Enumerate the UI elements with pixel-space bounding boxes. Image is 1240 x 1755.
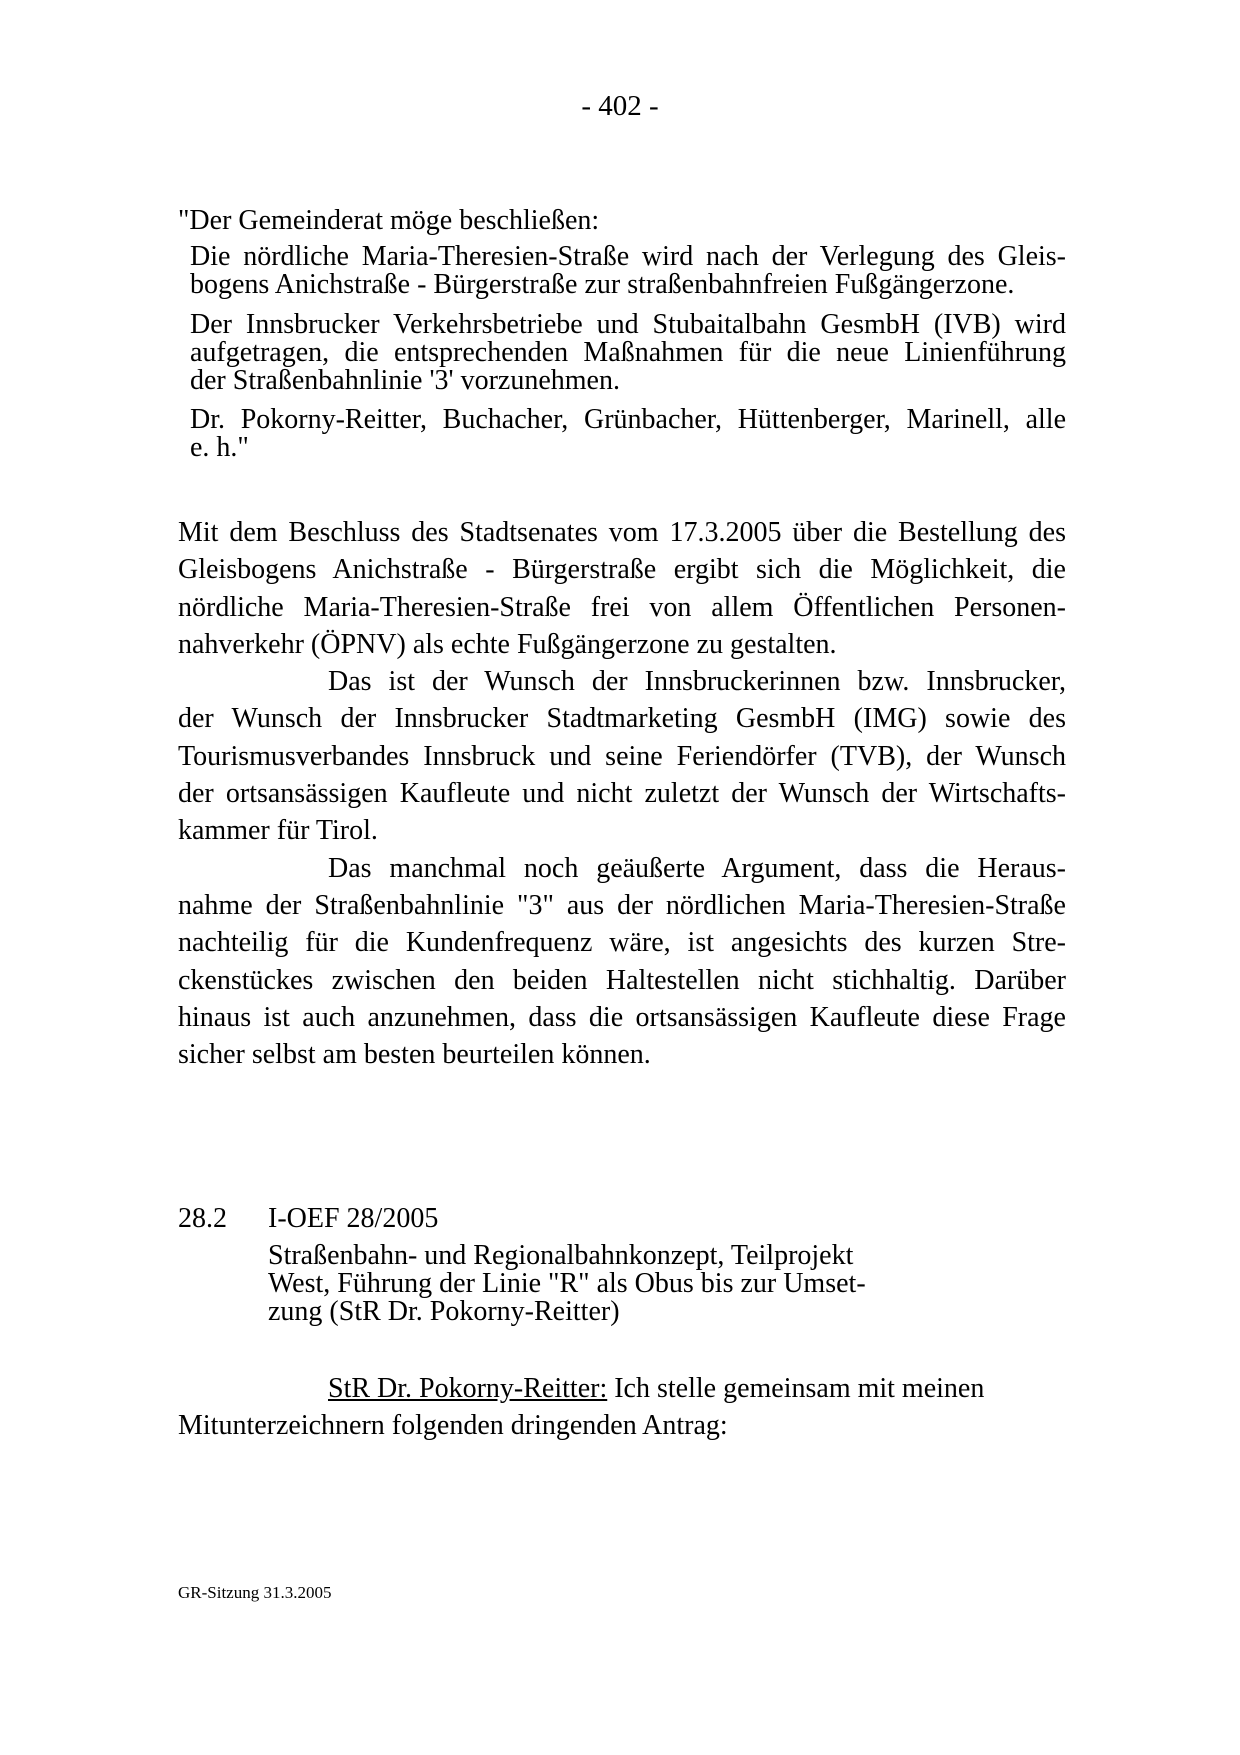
speech-line-1 bbox=[178, 1370, 1066, 1407]
quote-line: der Straßenbahnlinie '3' vorzunehmen. bbox=[190, 365, 620, 396]
title-line: West, Führung der Linie "R" als Obus bis zur Umset- bbox=[268, 1268, 866, 1299]
body-line: Tourismusverbandes Innsbruck und seine Feriendörfer (TVB), der Wunsch bbox=[178, 740, 1066, 772]
speech-line-2: Mitunterzeichnern folgenden dringenden Antrag: bbox=[178, 1410, 728, 1442]
body-line: hinaus ist auch anzunehmen, dass die ortsansässigen Kaufleute diese Frage bbox=[178, 1001, 1066, 1033]
body-paragraph-2 bbox=[178, 663, 1066, 849]
agenda-item-title bbox=[268, 1242, 928, 1326]
title-line: zung (StR Dr. Pokorny-Reitter) bbox=[268, 1296, 620, 1327]
body-line: nahme der Straßenbahnlinie "3" aus der nördlichen Maria-Theresien-Straße bbox=[178, 889, 1066, 921]
body-line: nachteilig für die Kundenfrequenz wäre, ist angesichts des kurzen Stre- bbox=[178, 927, 1066, 959]
quote-line: bogens Anichstraße - Bürgerstraße zur straßenbahnfreien Fußgängerzone. bbox=[190, 269, 1015, 300]
page-number: - 402 - bbox=[581, 90, 659, 122]
agenda-item-number: 28.2 bbox=[178, 1203, 227, 1234]
body-line: der ortsansässigen Kaufleute und nicht zuletzt der Wunsch der Wirtschafts- bbox=[178, 778, 1066, 810]
body-line: kammer für Tirol. bbox=[178, 815, 378, 847]
footer: GR-Sitzung 31.3.2005 bbox=[178, 1583, 332, 1602]
quote-line: Der Innsbrucker Verkehrsbetriebe und Stubaitalbahn GesmbH (IVB) wird bbox=[190, 309, 1066, 340]
body-line: Mit dem Beschluss des Stadtsenates vom 17.3.2005 über die Bestellung des bbox=[178, 517, 1066, 548]
body-line: ckenstückes zwischen den beiden Haltestellen nicht stichhaltig. Darüber bbox=[178, 964, 1066, 996]
body-line: Das manchmal noch geäußerte Argument, dass die Heraus- bbox=[328, 852, 1066, 884]
quote-line: Die nördliche Maria-Theresien-Straße wird nach der Verlegung des Gleis- bbox=[190, 241, 1066, 272]
body-paragraph-3 bbox=[178, 850, 1066, 1074]
title-line: Straßenbahn- und Regionalbahnkonzept, Teilprojekt bbox=[268, 1240, 854, 1271]
quote-line: aufgetragen, die entsprechenden Maßnahmen für die neue Linienführung bbox=[190, 337, 1066, 368]
body-line: Gleisbogens Anichstraße - Bürgerstraße ergibt sich die Möglichkeit, die bbox=[178, 554, 1066, 586]
body-line: der Wunsch der Innsbrucker Stadtmarketing GesmbH (IMG) sowie des bbox=[178, 703, 1066, 735]
quote-signatories bbox=[190, 406, 1066, 462]
quote-intro: "Der Gemeinderat möge beschließen: bbox=[178, 205, 600, 236]
agenda-item-code: I-OEF 28/2005 bbox=[268, 1203, 439, 1234]
body-text bbox=[178, 514, 1066, 1073]
body-line: nahverkehr (ÖPNV) als echte Fußgängerzone zu gestalten. bbox=[178, 628, 837, 660]
quote-paragraph-2 bbox=[190, 311, 1066, 395]
speech bbox=[178, 1370, 1066, 1445]
body-paragraph-1 bbox=[178, 514, 1066, 663]
speaker-name: StR Dr. Pokorny-Reitter: bbox=[328, 1373, 608, 1404]
quote-line: Dr. Pokorny-Reitter, Buchacher, Grünbacher, Hüttenberger, Marinell, alle bbox=[190, 404, 1066, 435]
speech-text: Ich stelle gemeinsam mit meinen bbox=[607, 1373, 985, 1404]
body-line: Das ist der Wunsch der Innsbruckerinnen bzw. Innsbrucker, bbox=[328, 666, 1066, 698]
body-line: sicher selbst am besten beurteilen können. bbox=[178, 1039, 651, 1071]
quote-paragraph-1 bbox=[190, 243, 1066, 299]
quote-line: e. h." bbox=[190, 432, 249, 463]
body-line: nördliche Maria-Theresien-Straße frei von allem Öffentlichen Personen- bbox=[178, 591, 1066, 623]
